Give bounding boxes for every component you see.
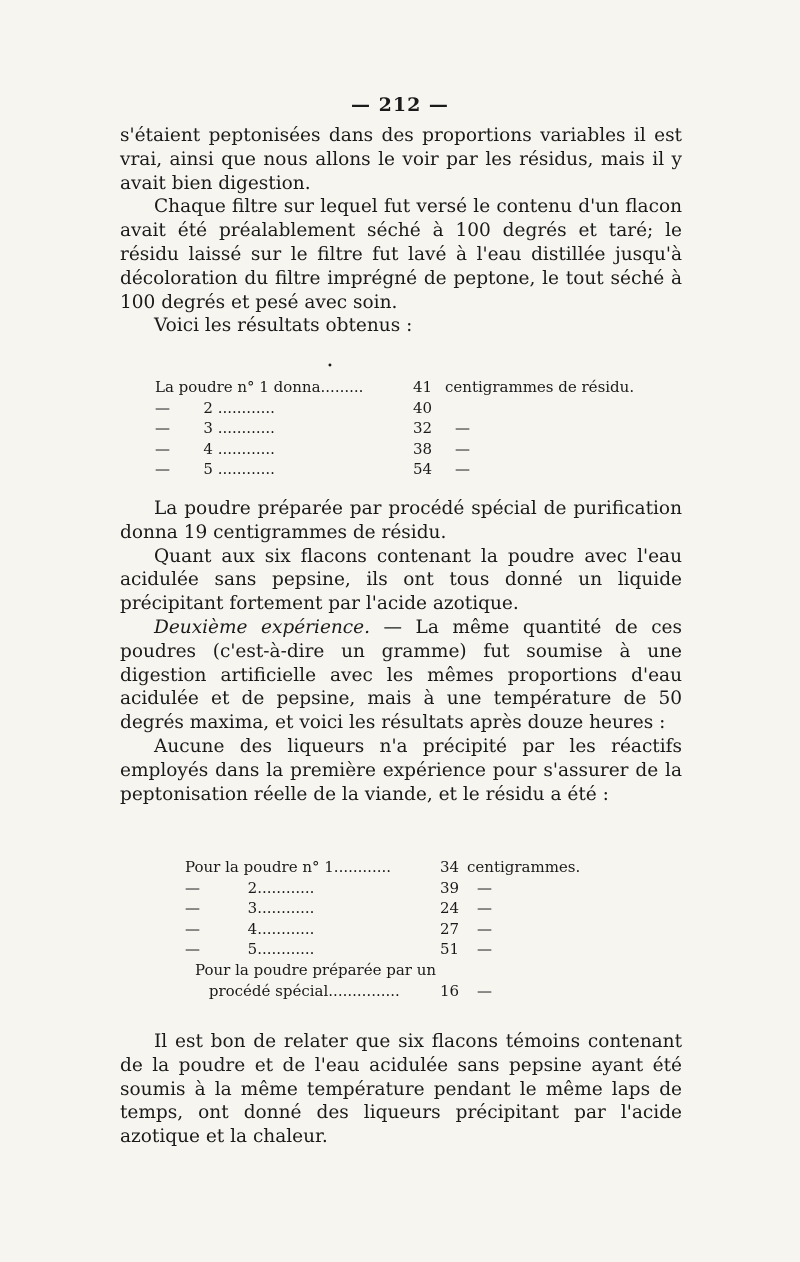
row-unit: — (477, 981, 492, 1000)
row-label: — 5 ............ (155, 460, 275, 479)
row-unit: — (477, 899, 492, 918)
row-unit: — (455, 460, 470, 479)
separator-dot: • (327, 361, 333, 372)
results-table-2 (185, 858, 685, 1002)
table-row (155, 399, 695, 420)
paragraph-6 (120, 616, 682, 735)
row-unit: — (455, 419, 470, 438)
row-label: — 3 ............ (155, 419, 275, 438)
table-row (185, 982, 685, 1003)
row-value: 38 (413, 439, 433, 458)
row-value: 34 (440, 858, 460, 876)
row-label: — 4 ............ (155, 439, 275, 458)
paragraph-5: Quant aux six flacons contenant la poudre avec l'eau acidulée sans pepsine, ils ont tous donné un liquide précipitant fortement par l'acide azotique. (120, 545, 682, 615)
row-value: 27 (440, 919, 460, 938)
row-unit: — (477, 878, 492, 897)
row-value: 16 (440, 981, 460, 1000)
row-label: — 5............ (185, 940, 315, 959)
row-value: 24 (440, 899, 460, 918)
table-row (155, 440, 695, 461)
row-value: 51 (440, 940, 460, 959)
page-number: — 212 — (351, 94, 449, 116)
row-value: 41 (413, 378, 433, 396)
row-label: — 3............ (185, 899, 315, 918)
paragraph-6-text: — La même quantité de ces poudres (c'est-à-dire un gramme) fut soumise à une digestion artificielle avec les mêmes proportions d'eau acidulée et de pepsine, mais à une température de 50 degrés maxima, et voici les résultats après douze heures : (120, 616, 682, 734)
middle-text (120, 497, 682, 806)
table-row (185, 899, 685, 920)
table-row (185, 940, 685, 961)
row-label: Pour la poudre n° 1............ (185, 858, 392, 876)
row-label: — 2............ (185, 878, 315, 897)
table-row (155, 419, 695, 440)
results-table-1 (155, 378, 695, 481)
paragraph-7: Aucune des liqueurs n'a précipité par les réactifs employés dans la première expérience pour s'assurer de la peptonisation réelle de la viande, et le résidu a été : (120, 735, 682, 805)
row-label: — 4............ (185, 919, 315, 938)
paragraph-1: s'étaient peptonisées dans des proportions variables il est vrai, ainsi que nous allons le voir par les résidus, mais il y avait bien digestion. (120, 125, 682, 194)
paragraph-8: Il est bon de relater que six flacons témoins contenant de la poudre et de l'eau acidulée sans pepsine ayant été soumis à la même température pendant le même laps de temps, ont donné des liqueurs précipitant par l'acide azotique et la chaleur. (120, 1031, 682, 1148)
row-unit: centigrammes. (467, 858, 581, 876)
table-row (185, 858, 685, 879)
closing-text (120, 1030, 682, 1149)
row-unit: — (477, 940, 492, 959)
table-row (185, 879, 685, 900)
row-label: — 2 ............ (155, 398, 275, 417)
row-label: procédé spécial............... (185, 981, 400, 1000)
paragraph-3: Voici les résultats obtenus : (154, 315, 413, 337)
paragraph-4: La poudre préparée par procédé spécial de purification donna 19 centigrammes de résidu. (120, 498, 682, 543)
table-row (185, 961, 685, 982)
row-unit: — (455, 439, 470, 458)
row-value: 40 (413, 398, 433, 417)
section-title: Deuxième expérience. (154, 616, 370, 638)
paragraph-2: Chaque filtre sur lequel fut versé le contenu d'un flacon avait été préalablement séché à 100 degrés et taré; le résidu laissé sur le filtre fut lavé à l'eau distillée jusqu'à décoloration du filtre imprégné de peptone, le tout séché à 100 degrés et pesé avec soin. (120, 196, 682, 313)
table-row (185, 920, 685, 941)
row-label: La poudre n° 1 donna......... (155, 378, 364, 396)
row-value: 32 (413, 419, 433, 438)
row-value: 39 (440, 878, 460, 897)
row-value: 54 (413, 460, 433, 479)
table-row (155, 378, 695, 399)
table-row (155, 460, 695, 481)
paragraph-continuation (120, 124, 682, 338)
row-unit: centigrammes de résidu. (445, 378, 635, 396)
row-unit: — (477, 919, 492, 938)
row-label: Pour la poudre préparée par un (195, 960, 437, 979)
